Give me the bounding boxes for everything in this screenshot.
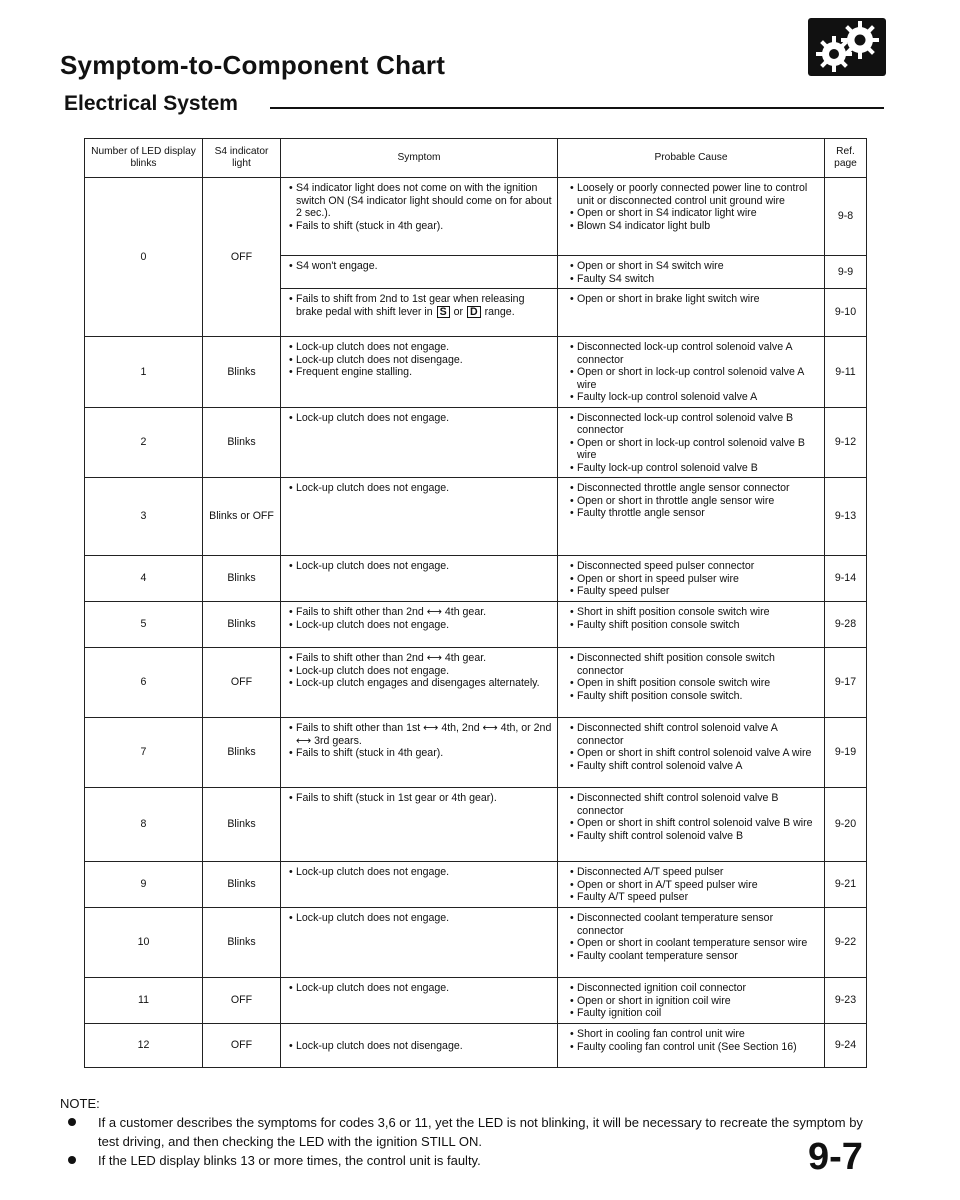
indicator-state: OFF xyxy=(203,648,281,718)
col-header-led: Number of LED display blinks xyxy=(85,139,203,178)
cause-cell xyxy=(558,908,825,978)
symptom-item: • Fails to shift (stuck in 4th gear). xyxy=(289,747,552,760)
cause-item: • Open or short in A/T speed pulser wire xyxy=(570,879,819,892)
note-label: NOTE: xyxy=(60,1096,100,1111)
symptom-item: • Lock-up clutch does not engage. xyxy=(289,560,552,573)
cause-cell xyxy=(558,407,825,478)
note-text: If the LED display blinks 13 or more times, the control unit is faulty. xyxy=(98,1152,481,1168)
led-count: 8 xyxy=(85,788,203,862)
cause-item: • Disconnected coolant temperature sensor connector xyxy=(570,912,819,937)
table-row xyxy=(85,1024,867,1068)
cause-item: • Open or short in coolant temperature sensor wire xyxy=(570,937,819,950)
table-row xyxy=(85,978,867,1024)
table-row xyxy=(85,788,867,862)
cause-item: • Faulty S4 switch xyxy=(570,273,819,286)
table-row xyxy=(85,478,867,556)
symptom-item: • Lock-up clutch does not engage. xyxy=(289,866,552,879)
ref-page: 9-22 xyxy=(825,908,867,978)
symptom-item: • Lock-up clutch does not engage. xyxy=(289,482,552,495)
cause-item: • Open or short in ignition coil wire xyxy=(570,995,819,1008)
led-count: 1 xyxy=(85,337,203,408)
note-text: If a customer describes the symptoms for codes 3,6 or 11, yet the LED is not blinking, it will be necessary to recreate the symptom by test driving, and then checking the LED with the ignition STILL ON. xyxy=(98,1115,863,1149)
symptom-cell xyxy=(281,788,558,862)
symptom-item: • Lock-up clutch does not disengage. xyxy=(289,1040,552,1053)
indicator-state: OFF xyxy=(203,178,281,337)
col-header-light: S4 indicator light xyxy=(203,139,281,178)
cause-item: • Open or short in lock-up control solenoid valve A wire xyxy=(570,366,819,391)
cause-item: • Disconnected A/T speed pulser xyxy=(570,866,819,879)
cause-item: • Disconnected lock-up control solenoid valve B connector xyxy=(570,412,819,437)
led-count: 0 xyxy=(85,178,203,337)
range-or-text: or xyxy=(453,305,464,318)
cause-item: • Open or short in speed pulser wire xyxy=(570,573,819,586)
cause-cell xyxy=(558,862,825,908)
cause-cell xyxy=(558,788,825,862)
range-end-text: range. xyxy=(484,305,515,318)
table-row xyxy=(85,648,867,718)
cause-item: • Open or short in shift control solenoid valve A wire xyxy=(570,747,819,760)
cause-cell xyxy=(558,256,825,289)
symptom-cell xyxy=(281,178,558,256)
led-count: 2 xyxy=(85,407,203,478)
cause-item: • Short in cooling fan control unit wire xyxy=(570,1028,819,1041)
indicator-state: Blinks xyxy=(203,718,281,788)
table-row xyxy=(85,602,867,648)
symptom-item: • Fails to shift (stuck in 4th gear). xyxy=(289,220,552,233)
cause-item: • Faulty shift position console switch xyxy=(570,619,819,632)
table-row xyxy=(85,862,867,908)
ref-page: 9-11 xyxy=(825,337,867,408)
symptom-item: • S4 won't engage. xyxy=(289,260,552,273)
page-title: Symptom-to-Component Chart xyxy=(60,50,446,80)
range-key-s: S xyxy=(437,306,450,318)
symptom-cell xyxy=(281,556,558,602)
led-count: 12 xyxy=(85,1024,203,1068)
indicator-state: OFF xyxy=(203,1024,281,1068)
ref-page: 9-21 xyxy=(825,862,867,908)
cause-item: • Disconnected shift control solenoid valve A connector xyxy=(570,722,819,747)
cause-cell xyxy=(558,556,825,602)
led-count: 5 xyxy=(85,602,203,648)
cause-item: • Open or short in S4 indicator light wire xyxy=(570,207,819,220)
indicator-state: Blinks xyxy=(203,556,281,602)
symptom-item: • Lock-up clutch does not engage. xyxy=(289,619,552,632)
symptom-item: • Fails to shift (stuck in 1st gear or 4th gear). xyxy=(289,792,552,805)
symptom-item: • Lock-up clutch does not engage. xyxy=(289,341,552,354)
cause-item: • Open or short in S4 switch wire xyxy=(570,260,819,273)
note-item xyxy=(60,1114,870,1152)
cause-item: • Faulty shift control solenoid valve A xyxy=(570,760,819,773)
ref-page: 9-23 xyxy=(825,978,867,1024)
cause-item: • Faulty cooling fan control unit (See Section 16) xyxy=(570,1041,819,1054)
symptom-item: • Fails to shift other than 2nd ⟷ 4th gear. xyxy=(289,606,552,619)
symptom-cell xyxy=(281,289,558,337)
cause-item: • Blown S4 indicator light bulb xyxy=(570,220,819,233)
led-count: 9 xyxy=(85,862,203,908)
cause-item: • Loosely or poorly connected power line to control unit or disconnected control unit ground wire xyxy=(570,182,819,207)
cause-cell xyxy=(558,1024,825,1068)
table-row xyxy=(85,718,867,788)
symptom-item: • Lock-up clutch does not engage. xyxy=(289,912,552,925)
cause-item: • Open in shift position console switch wire xyxy=(570,677,819,690)
cause-item: • Faulty ignition coil xyxy=(570,1007,819,1020)
indicator-state: Blinks xyxy=(203,788,281,862)
page-number: 9-7 xyxy=(808,1136,863,1178)
subtitle-rule xyxy=(270,107,884,109)
indicator-state: Blinks xyxy=(203,407,281,478)
cause-item: • Disconnected ignition coil connector xyxy=(570,982,819,995)
cause-item: • Disconnected speed pulser connector xyxy=(570,560,819,573)
symptom-item: • S4 indicator light does not come on with the ignition switch ON (S4 indicator light should come on for about 2 sec.). xyxy=(289,182,552,220)
ref-page: 9-17 xyxy=(825,648,867,718)
symptom-cell xyxy=(281,602,558,648)
cause-item: • Faulty A/T speed pulser xyxy=(570,891,819,904)
gear-cluster-icon xyxy=(808,18,886,76)
bullet-icon xyxy=(68,1156,76,1164)
symptom-item: • Lock-up clutch does not engage. xyxy=(289,412,552,425)
cause-cell xyxy=(558,178,825,256)
note-item xyxy=(60,1152,870,1171)
ref-page: 9-9 xyxy=(825,256,867,289)
symptom-cell xyxy=(281,407,558,478)
range-key-d: D xyxy=(467,306,481,318)
led-count: 10 xyxy=(85,908,203,978)
cause-item: • Open or short in throttle angle sensor wire xyxy=(570,495,819,508)
section-subtitle: Electrical System xyxy=(64,92,238,115)
table-row xyxy=(85,908,867,978)
cause-cell xyxy=(558,602,825,648)
cause-item: • Faulty lock-up control solenoid valve A xyxy=(570,391,819,404)
col-header-cause: Probable Cause xyxy=(558,139,825,178)
ref-page: 9-12 xyxy=(825,407,867,478)
ref-page: 9-14 xyxy=(825,556,867,602)
note-list xyxy=(60,1114,870,1171)
symptom-text: Fails to shift from 2nd to 1st gear when releasing brake pedal with shift lever in xyxy=(296,293,525,318)
symptom-item xyxy=(289,293,552,318)
symptom-item: • Fails to shift other than 2nd ⟷ 4th gear. xyxy=(289,652,552,665)
cause-cell xyxy=(558,718,825,788)
indicator-state: Blinks xyxy=(203,862,281,908)
col-header-ref: Ref. page xyxy=(825,139,867,178)
cause-cell xyxy=(558,289,825,337)
ref-page: 9-20 xyxy=(825,788,867,862)
led-count: 6 xyxy=(85,648,203,718)
cause-cell xyxy=(558,648,825,718)
symptom-cell xyxy=(281,478,558,556)
symptom-cell xyxy=(281,862,558,908)
table-row xyxy=(85,556,867,602)
cause-item: • Faulty speed pulser xyxy=(570,585,819,598)
symptom-cell xyxy=(281,978,558,1024)
symptom-item: • Lock-up clutch does not engage. xyxy=(289,982,552,995)
ref-page: 9-28 xyxy=(825,602,867,648)
symptom-item: • Frequent engine stalling. xyxy=(289,366,552,379)
indicator-state: OFF xyxy=(203,978,281,1024)
led-count: 3 xyxy=(85,478,203,556)
table-header-row xyxy=(85,139,867,178)
cause-item: • Open or short in shift control solenoid valve B wire xyxy=(570,817,819,830)
cause-item: • Faulty coolant temperature sensor xyxy=(570,950,819,963)
cause-item: • Disconnected throttle angle sensor connector xyxy=(570,482,819,495)
ref-page: 9-24 xyxy=(825,1024,867,1068)
cause-item: • Faulty throttle angle sensor xyxy=(570,507,819,520)
led-count: 4 xyxy=(85,556,203,602)
table-row xyxy=(85,337,867,408)
cause-item: • Disconnected lock-up control solenoid valve A connector xyxy=(570,341,819,366)
cause-item: • Open or short in lock-up control solenoid valve B wire xyxy=(570,437,819,462)
cause-item: • Disconnected shift control solenoid valve B connector xyxy=(570,792,819,817)
symptom-chart-table xyxy=(84,138,867,1068)
ref-page: 9-19 xyxy=(825,718,867,788)
table-row xyxy=(85,407,867,478)
symptom-cell xyxy=(281,337,558,408)
cause-item: • Open or short in brake light switch wire xyxy=(570,293,819,306)
ref-page: 9-13 xyxy=(825,478,867,556)
symptom-item: • Lock-up clutch does not disengage. xyxy=(289,354,552,367)
led-count: 11 xyxy=(85,978,203,1024)
symptom-item: • Lock-up clutch does not engage. xyxy=(289,665,552,678)
cause-item: • Faulty shift control solenoid valve B xyxy=(570,830,819,843)
ref-page: 9-8 xyxy=(825,178,867,256)
indicator-state: Blinks xyxy=(203,337,281,408)
indicator-state: Blinks or OFF xyxy=(203,478,281,556)
cause-cell xyxy=(558,978,825,1024)
led-count: 7 xyxy=(85,718,203,788)
indicator-state: Blinks xyxy=(203,908,281,978)
cause-item: • Disconnected shift position console switch connector xyxy=(570,652,819,677)
ref-page: 9-10 xyxy=(825,289,867,337)
cause-cell xyxy=(558,478,825,556)
symptom-item: • Lock-up clutch engages and disengages alternately. xyxy=(289,677,552,690)
bullet-icon xyxy=(68,1118,76,1126)
cause-item: • Faulty lock-up control solenoid valve B xyxy=(570,462,819,475)
table-row xyxy=(85,178,867,256)
symptom-cell xyxy=(281,1024,558,1068)
cause-cell xyxy=(558,337,825,408)
symptom-cell xyxy=(281,648,558,718)
symptom-item: • Fails to shift other than 1st ⟷ 4th, 2nd ⟷ 4th, or 2nd ⟷ 3rd gears. xyxy=(289,722,552,747)
symptom-cell xyxy=(281,256,558,289)
symptom-cell xyxy=(281,718,558,788)
cause-item: • Short in shift position console switch wire xyxy=(570,606,819,619)
cause-item: • Faulty shift position console switch. xyxy=(570,690,819,703)
indicator-state: Blinks xyxy=(203,602,281,648)
col-header-symptom: Symptom xyxy=(281,139,558,178)
symptom-cell xyxy=(281,908,558,978)
